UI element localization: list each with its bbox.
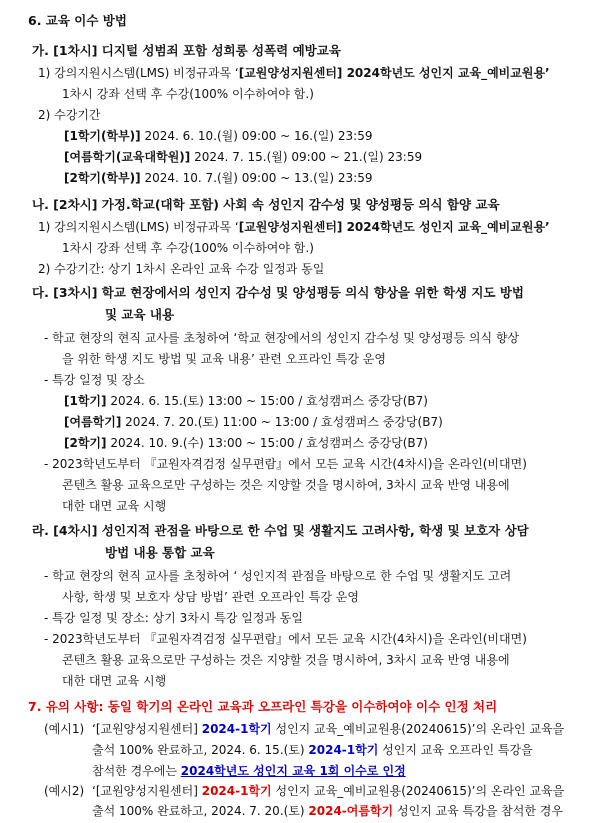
section-na-item2: 2) 수강기간: 상기 1차시 온라인 교육 수강 일정과 동일: [38, 262, 325, 276]
example1-line2: 출석 100% 완료하고, 2024. 6. 15.(토) 2024-1학기 성인지 교육 오프라인 특강을: [92, 743, 533, 757]
section-ra-bullet3-line1: - 2023학년도부터 『교원자격검정 실무편람』에서 모든 교육 시간(4차시)을 온라인(비대면): [44, 632, 527, 646]
section-ga-item2: 2) 수강기간: [38, 108, 101, 122]
section-da-bullet3-line2: 콘텐츠 활용 교육으로만 구성하는 것은 지양할 것을 명시하여, 3차시 교육 반영 내용에: [62, 478, 510, 492]
example1-result: 2024학년도 성인지 교육 1회 이수로 인정: [180, 764, 406, 778]
example1-label: (예시1): [44, 722, 85, 736]
schedule-row: [2학기] 2024. 10. 9.(수) 13:00 ~ 15:00 / 효성캠퍼스 중강당(B7): [64, 436, 428, 450]
section-da-bullet3-line1: - 2023학년도부터 『교원자격검정 실무편람』에서 모든 교육 시간(4차시)을 온라인(비대면): [44, 457, 527, 471]
section-ga-item1-line2: 1차시 강좌 선택 후 수강(100% 이수하여야 함.): [62, 87, 314, 101]
section-ra-heading-line2: 방법 내용 통합 교육: [105, 545, 215, 560]
section-ra-bullet2: - 특강 일정 및 장소: 상기 3차시 특강 일정과 동일: [44, 611, 303, 625]
example2-line2: 출석 100% 완료하고, 2024. 7. 20.(토) 2024-여름학기 성인지 교육 특강을 참석한 경우: [92, 804, 563, 818]
section-da-heading-line1: 다. [3차시] 학교 현장에서의 성인지 감수성 및 양성평등 의식 향상을 위한 학생 지도 방법: [32, 285, 524, 300]
section-da-heading-line2: 및 교육 내용: [105, 307, 175, 322]
section-da-bullet1-line2: 을 위한 학생 지도 방법 및 교육 내용’ 관련 오프라인 특강 운영: [62, 352, 386, 366]
section-ga-item1-line1: 1) 강의지원시스템(LMS) 비정규과목 ‘[교원양성지원센터] 2024학년도 성인지 교육_예비교원용’: [38, 66, 550, 80]
section-na-item1-line2: 1차시 강좌 선택 후 수강(100% 이수하여야 함.): [62, 241, 314, 255]
example1-line3: 참석한 경우에는 2024학년도 성인지 교육 1회 이수로 인정: [92, 764, 406, 778]
example1-line1: ‘[교원양성지원센터] 2024-1학기 성인지 교육_예비교원용(20240615)’의 온라인 교육을: [92, 722, 565, 736]
section-ra-bullet1-line1: - 학교 현장의 현직 교사를 초청하여 ‘ 성인지적 관점을 바탕으로 한 수업 및 생활지도 고려: [44, 569, 512, 583]
period-row: [여름학기(교육대학원)] 2024. 7. 15.(월) 09:00 ~ 21.(일) 23:59: [64, 150, 423, 164]
section-ra-heading-line1: 라. [4차시] 성인지적 관점을 바탕으로 한 수업 및 생활지도 고려사항, 학생 및 보호자 상담: [32, 523, 529, 538]
section-na-heading: 나. [2차시] 가정.학교(대학 포함) 사회 속 성인지 감수성 및 양성평등 의식 함양 교육: [32, 197, 500, 212]
section-ra-bullet1-line2: 사항, 학생 및 보호자 상담 방법’ 관련 오프라인 특강 운영: [62, 590, 359, 604]
section-na-item1-line1: 1) 강의지원시스템(LMS) 비정규과목 ‘[교원양성지원센터] 2024학년도 성인지 교육_예비교원용’: [38, 220, 550, 234]
section-ra-bullet3-line2: 콘텐츠 활용 교육으로만 구성하는 것은 지양할 것을 명시하여, 3차시 교육 반영 내용에: [62, 653, 510, 667]
notice-heading: 7. 유의 사항: 동일 학기의 온라인 교육과 오프라인 특강을 이수하여야 이수 인정 처리: [28, 699, 498, 714]
period-row: [1학기(학부)] 2024. 6. 10.(월) 09:00 ~ 16.(일) 23:59: [64, 129, 373, 143]
section-da-bullet3-line3: 대한 대면 교육 시행: [62, 499, 167, 513]
section-title: 6. 교육 이수 방법: [28, 13, 127, 28]
example2-line1: ‘[교원양성지원센터] 2024-1학기 성인지 교육_예비교원용(20240615)’의 온라인 교육을: [92, 784, 565, 798]
schedule-row: [1학기] 2024. 6. 15.(토) 13:00 ~ 15:00 / 효성캠퍼스 중강당(B7): [64, 394, 428, 408]
schedule-row: [여름학기] 2024. 7. 20.(토) 11:00 ~ 13:00 / 효성캠퍼스 중강당(B7): [64, 415, 443, 429]
section-ra-bullet3-line3: 대한 대면 교육 시행: [62, 674, 167, 688]
section-da-bullet2: - 특강 일정 및 장소: [44, 373, 145, 387]
period-row: [2학기(학부)] 2024. 10. 7.(월) 09:00 ~ 13.(일) 23:59: [64, 171, 373, 185]
section-ga-heading: 가. [1차시] 디지털 성범죄 포함 성희롱 성폭력 예방교육: [32, 43, 341, 58]
example2-label: (예시2): [44, 784, 85, 798]
section-da-bullet1-line1: - 학교 현장의 현직 교사를 초청하여 ‘학교 현장에서의 성인지 감수성 및 양성평등 의식 향상: [44, 331, 520, 345]
